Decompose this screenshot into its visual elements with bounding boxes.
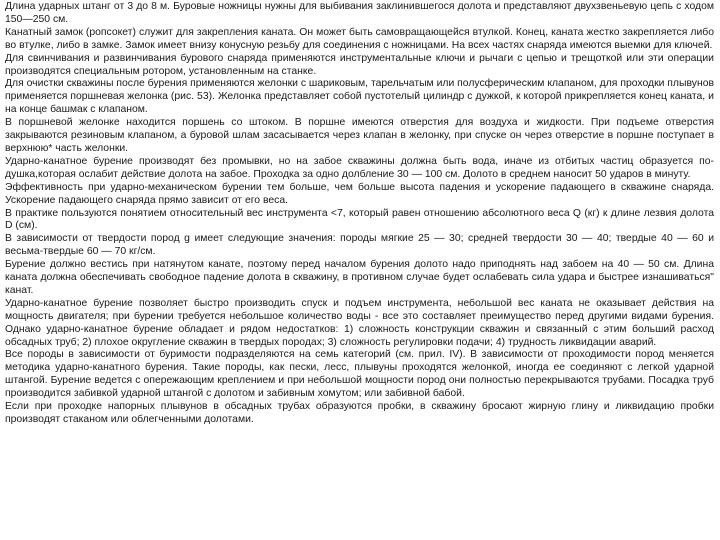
paragraph-cable-drilling-water: Ударно-канатное бурение производят без промывки, но на забое скважины должна быть вода, иначе из отбитых частиц образуется по-душка,которая ослабит действие долота на забое. Проходка за одно долбление 30 — 100 см. Долото в среднем наносит 50 ударов в минуту. bbox=[5, 155, 714, 180]
paragraph-advantages: Ударно-канатное бурение позволяет быстро производить спуск и подъем инструмента, небольшой вес каната не оказывает действия на мощность двигателя; при бурении требуется небольшое количество воды - все это составляет преимущество перед другими видами бурения. Однако ударно-канатное бурение обладает и рядом недостатков: 1) сложность конструкции скважин и связанный с этим больший расход обсадных труб; 2) плохое округление скважин в твердых породах; 3) сложность регулировки подачи; 4) трудность ликвидации аварий. bbox=[5, 297, 714, 348]
paragraph-efficiency: Эффективность при ударно-механическом бурении тем больше, чем больше высота падения и ускорение падающего в скважине снаряда. Ускорение падающего снаряда прямо зависит от его веса. bbox=[5, 181, 714, 206]
paragraph-rope-socket: Канатный замок (ропсокет) служит для закрепления каната. Он может быть самовращающейся втулкой. Конец, каната жестко закрепляется либо во втулке, либо в замке. Замок имеет внизу конусную резьбу для соединения с ножницами. На всех частях снаряда имеются выемки для ключей. bbox=[5, 26, 714, 51]
paragraph-hardness-values: В зависимости от твердости пород g имеет следующие значения: породы мягкие 25 — 30; средней твердости 30 — 40; твердые 40 — 60 и весьма-твердые 60 — 70 кг/см. bbox=[5, 233, 714, 258]
paragraph-relative-weight: В практике пользуются понятием относительный вес инструмента <7, который равен отношению абсолютного веса Q (кг) к длине лезвия долота D (см). bbox=[5, 207, 714, 232]
paragraph-drill-rods: Длина ударных штанг от 3 до 8 м. Буровые ножницы нужны для выбивания заклинившегося долота и представляют двухзвеньевую цепь с ходом 150—250 см. bbox=[5, 1, 714, 25]
paragraph-taut-rope: Бурение должно вестись при натянутом канате, поэтому перед началом бурения долото надо приподнять над забоем на 40 — 50 см. Длина каната должна обеспечивать свободное падение долота в скважину, в противном случае будет ослабевать сила удара и быстрее изнашиваться" канат. bbox=[5, 259, 714, 296]
paragraph-piston-bailer: В поршневой желонке находится поршень со штоком. В поршне имеются отверстия для воздуха и жидкости. При подъеме отверстия закрываются резиновым клапаном, а буровой шлам засасывается через клапан в желонку, при спуске он через отверстие в поршне поступает в верхнюю* часть желонки. bbox=[5, 117, 714, 154]
paragraph-tool-keys: Для свинчивания и развинчивания бурового снаряда применяются инструментальные ключи и рычаги с цепью и трещоткой или эти операции производятся специальным ротором, установленным на станке. bbox=[5, 52, 714, 77]
paragraph-bailers: Для очистки скважины после бурения применяются желонки с шариковым, тарельчатым или полусферическим клапаном, для проходки плывунов применяется поршневая желонка (рис. 53). Желонка представляет собой пустотелый цилиндр с дужкой, к которой прикрепляется конец каната, и на конце башмак с клапаном. bbox=[5, 78, 714, 116]
paragraph-rock-categories: Все породы в зависимости от буримости подразделяются на семь категорий (см. прил. IV). В зависимости от проходимости пород меняется методика ударно-канатного бурения. Такие породы, как пески, лесс, плывуны проходятся желонкой, иногда ее соединяют с легкой ударной штангой. Бурение ведется с опережающим креплением и при небольшой мощности пород они полностью перекрываются трубами. Посадка труб производится забивкой ударной штангой с долотом и забивным хомутом; или забивной бабой. bbox=[5, 349, 714, 400]
paragraph-quicksand-plugs: Если при проходке напорных плывунов в обсадных трубах образуются пробки, в скважину бросают жирную глину и ликвидацию пробки производят стаканом или облегченными долотами. bbox=[5, 401, 714, 425]
